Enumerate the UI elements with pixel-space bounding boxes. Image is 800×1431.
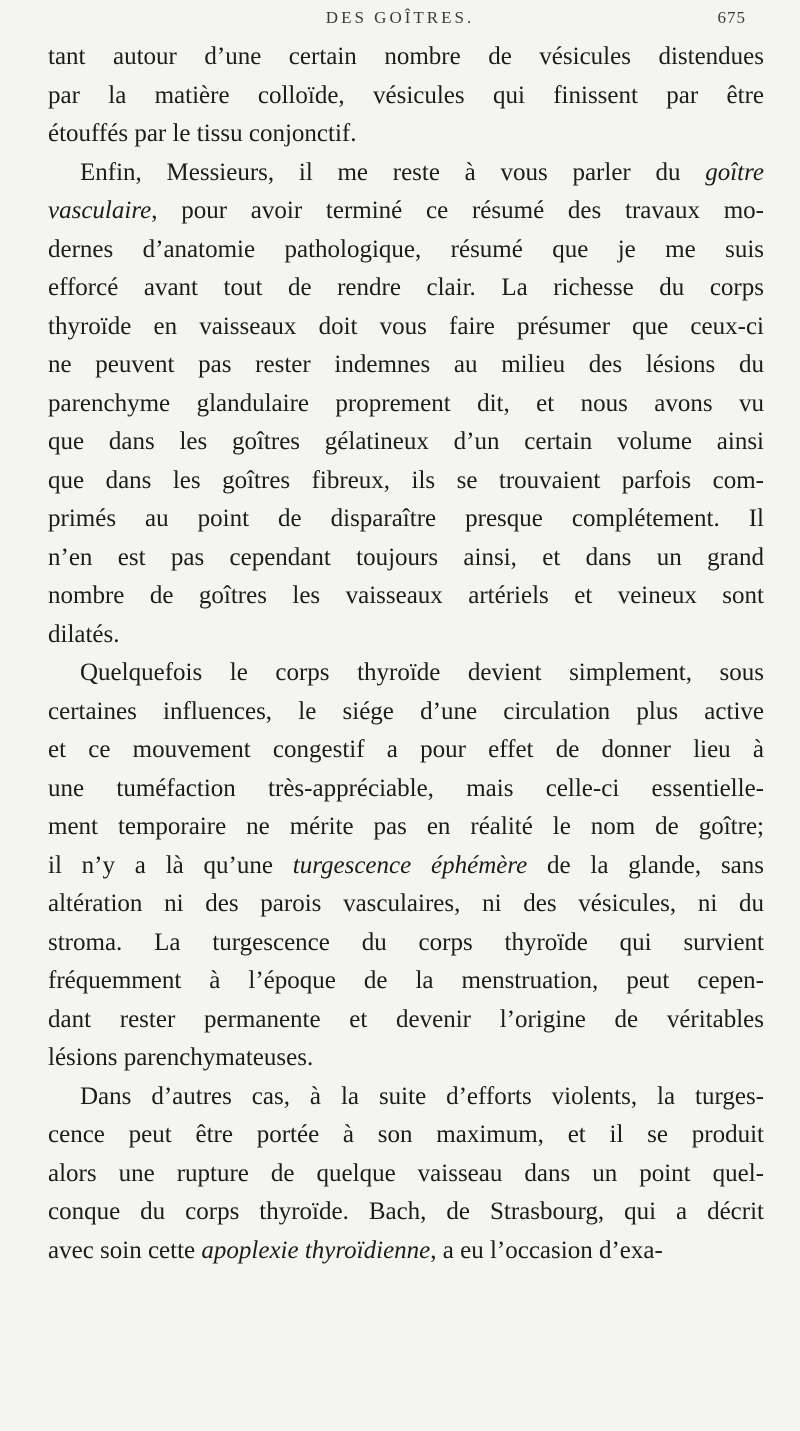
- text-run: lésions parenchymateuses.: [48, 1044, 314, 1071]
- text-line: [48, 1155, 764, 1194]
- text-run: il n’y a là qu’une: [48, 851, 293, 879]
- text-line: [48, 192, 764, 231]
- text-run: conque du corps thyroïde. Bach, de Strasbourg, qui a décrit: [48, 1198, 764, 1225]
- text-run: Enfin, Messieurs, il me reste à vous parler du: [80, 158, 706, 186]
- text-run: fréquemment à l’époque de la menstruation, peut cepen-: [48, 967, 764, 994]
- text-run: ne peuvent pas rester indemnes au milieu des lésions du: [48, 351, 764, 378]
- page-number: 675: [717, 8, 746, 27]
- text-run: cence peut être portée à son maximum, et il se produit: [48, 1121, 764, 1148]
- text-run: n’en est pas cependant toujours ainsi, et dans un grand: [48, 543, 764, 571]
- text-line: [48, 346, 764, 385]
- paragraph: [48, 38, 764, 154]
- text-line: [48, 770, 764, 809]
- italic-text: turgescence éphémère: [292, 851, 528, 879]
- body-text: [48, 38, 764, 1270]
- text-run: certaines influences, le siége d’une circulation plus active: [48, 697, 764, 725]
- paragraph: [48, 154, 764, 655]
- paragraph: [48, 654, 764, 1078]
- text-line: [48, 385, 764, 424]
- text-run: parenchyme glandulaire proprement dit, et nous avons vu: [48, 389, 764, 417]
- text-run: de la glande, sans: [527, 851, 764, 879]
- text-line: [48, 38, 764, 77]
- text-run: Dans d’autres cas, à la suite d’efforts violents, la turges-: [80, 1082, 764, 1110]
- text-run: ment temporaire ne mérite pas en réalité le nom de goître;: [48, 813, 764, 840]
- text-run: dant rester permanente et devenir l’origine de véritables: [48, 1005, 764, 1033]
- text-line: [48, 1039, 764, 1078]
- text-line: [48, 847, 764, 886]
- paragraph: [48, 1078, 764, 1271]
- text-run: par la matière colloïde, vésicules qui finissent par être: [48, 81, 764, 109]
- text-line: [48, 1078, 764, 1117]
- text-line: [48, 1001, 764, 1040]
- text-run: avec soin cette: [48, 1236, 202, 1264]
- text-line: [48, 577, 764, 616]
- text-line: [48, 1232, 764, 1271]
- italic-text: vasculaire: [48, 197, 152, 224]
- text-line: [48, 77, 764, 116]
- running-head: [40, 8, 760, 32]
- running-title: DES GOÎTRES.: [325, 8, 475, 27]
- text-run: stroma. La turgescence du corps thyroïde qui survient: [48, 928, 764, 956]
- italic-text: goître: [705, 158, 764, 186]
- text-line: [48, 693, 764, 732]
- text-run: nombre de goîtres les vaisseaux artériels et veineux sont: [48, 582, 764, 609]
- text-line: [48, 269, 764, 308]
- text-line: [48, 308, 764, 347]
- text-line: [48, 231, 764, 270]
- text-line: [48, 1116, 764, 1155]
- text-line: [48, 962, 764, 1001]
- text-line: [48, 462, 764, 501]
- text-run: étouffés par le tissu conjonctif.: [48, 120, 357, 147]
- text-line: [48, 808, 764, 847]
- text-run: , pour avoir terminé ce résumé des travaux mo-: [151, 197, 764, 224]
- text-line: [48, 539, 764, 578]
- text-run: thyroïde en vaisseaux doit vous faire présumer que ceux-ci: [48, 312, 764, 340]
- text-line: [48, 1193, 764, 1232]
- text-line: [48, 115, 764, 154]
- text-line: [48, 731, 764, 770]
- text-line: [48, 616, 764, 655]
- text-line: [48, 500, 764, 539]
- text-run: efforcé avant tout de rendre clair. La richesse du corps: [48, 274, 764, 301]
- text-line: [48, 154, 764, 193]
- text-run: altération ni des parois vasculaires, ni des vésicules, ni du: [48, 890, 764, 917]
- text-run: Quelquefois le corps thyroïde devient simplement, sous: [80, 659, 764, 686]
- text-line: [48, 654, 764, 693]
- text-line: [48, 924, 764, 963]
- text-run: tant autour d’une certain nombre de vésicules distendues: [48, 43, 764, 70]
- text-run: alors une rupture de quelque vaisseau dans un point quel-: [48, 1159, 764, 1187]
- text-run: que dans les goîtres gélatineux d’un certain volume ainsi: [48, 428, 764, 455]
- text-run: une tuméfaction très-appréciable, mais celle-ci essentielle-: [48, 774, 764, 802]
- text-run: et ce mouvement congestif a pour effet de donner lieu à: [48, 736, 764, 763]
- text-run: que dans les goîtres fibreux, ils se trouvaient parfois com-: [48, 466, 764, 494]
- text-run: primés au point de disparaître presque complétement. Il: [48, 505, 764, 532]
- text-run: dilatés.: [48, 620, 120, 648]
- text-line: [48, 423, 764, 462]
- text-line: [48, 885, 764, 924]
- text-run: , a eu l’occasion d’exa-: [430, 1236, 663, 1264]
- text-run: dernes d’anatomie pathologique, résumé que je me suis: [48, 235, 764, 263]
- italic-text: apoplexie thyroïdienne: [201, 1236, 431, 1264]
